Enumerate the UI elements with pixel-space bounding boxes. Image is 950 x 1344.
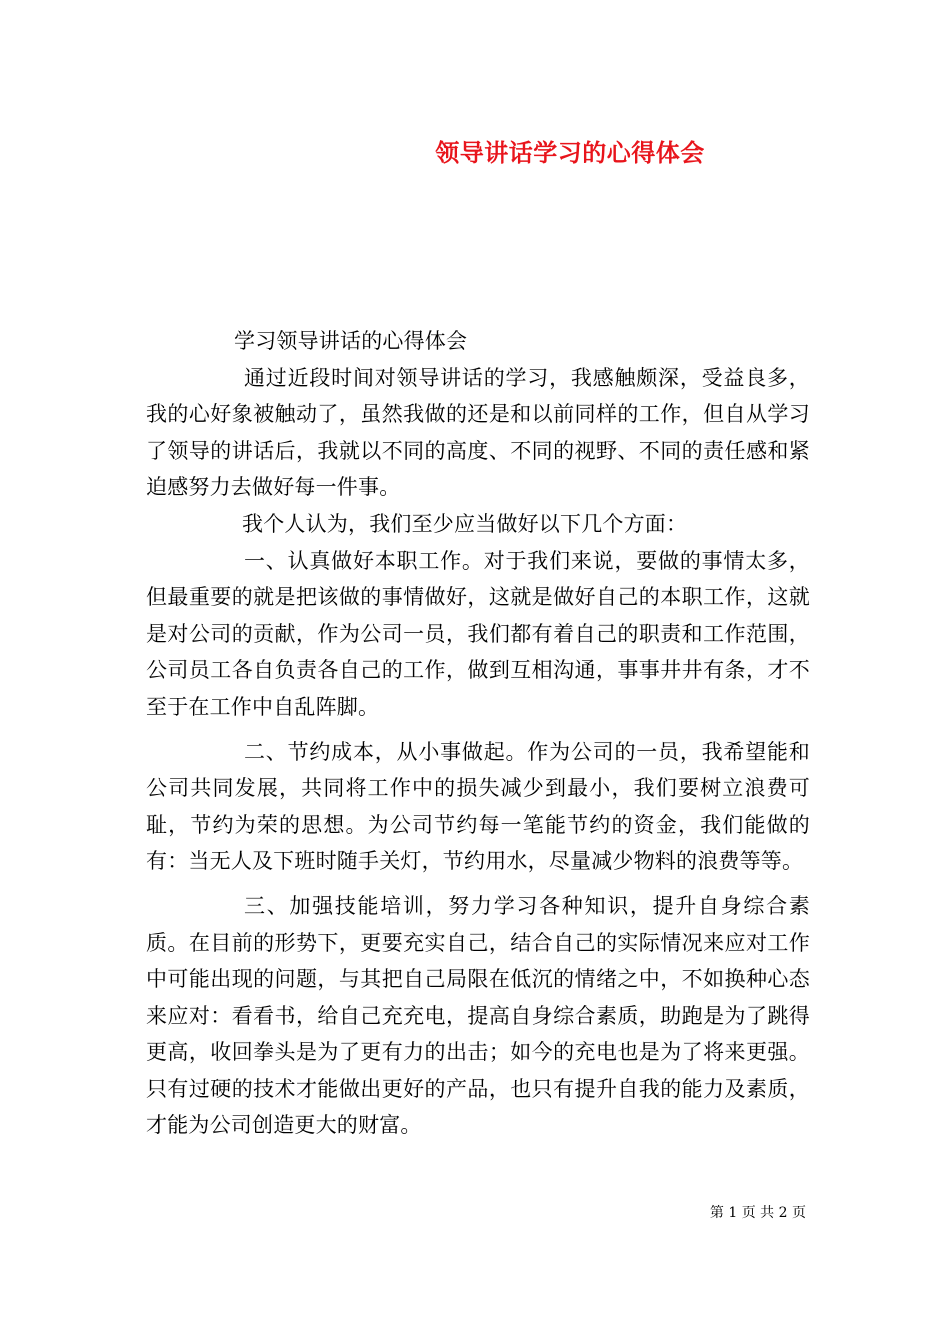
document-subtitle: 学习领导讲话的心得体会 [234, 329, 468, 353]
paragraph-point-one: 一、认真做好本职工作。对于我们来说，要做的事情太多，但最重要的就是把该做的事情做好，这就是做好自己的本职工作，这就是对公司的贡献，作为公司一员，我们都有着自己的职责和工作范围，公司员工各自负责各自己的工作，做到互相沟通，事事井井有条，才不至于在工作中自乱阵脚。 [146, 548, 810, 719]
paragraph-point-two: 二、节约成本，从小事做起。作为公司的一员，我希望能和公司共同发展，共同将工作中的损失减少到最小，我们要树立浪费可耻，节约为荣的思想。为公司节约每一笔能节约的资金，我们能做的有：当无人及下班时随手关灯，节约用水，尽量减少物料的浪费等等。 [146, 739, 810, 874]
paragraph-gap [146, 726, 810, 734]
document-body [146, 323, 810, 1144]
paragraph-intro: 通过近段时间对领导讲话的学习，我感触颇深，受益良多，我的心好象被触动了，虽然我做的还是和以前同样的工作，但自从学习了领导的讲话后，我就以不同的高度、不同的视野、不同的责任感和紧迫感努力去做好每一件事。 [146, 365, 810, 500]
paragraph-gap [146, 880, 810, 888]
document-title: 领导讲话学习的心得体会 [435, 138, 705, 167]
paragraph-point-three: 三、加强技能培训，努力学习各种知识，提升自身综合素质。在目前的形势下，更要充实自己，结合自己的实际情况来应对工作中可能出现的问题，与其把自己局限在低沉的情绪之中，不如换种心态来应对：看看书，给自己充充电，提高自身综合素质，助跑是为了跳得更高，收回拳头是为了更有力的出击；如今的充电也是为了将来更强。只有过硬的技术才能做出更好的产品，也只有提升自我的能力及素质，才能为公司创造更大的财富。 [146, 893, 810, 1138]
page-number-footer: 第 1 页 共 2 页 [709, 1205, 806, 1221]
paragraph-aspects-lead: 我个人认为，我们至少应当做好以下几个方面： [242, 511, 688, 536]
